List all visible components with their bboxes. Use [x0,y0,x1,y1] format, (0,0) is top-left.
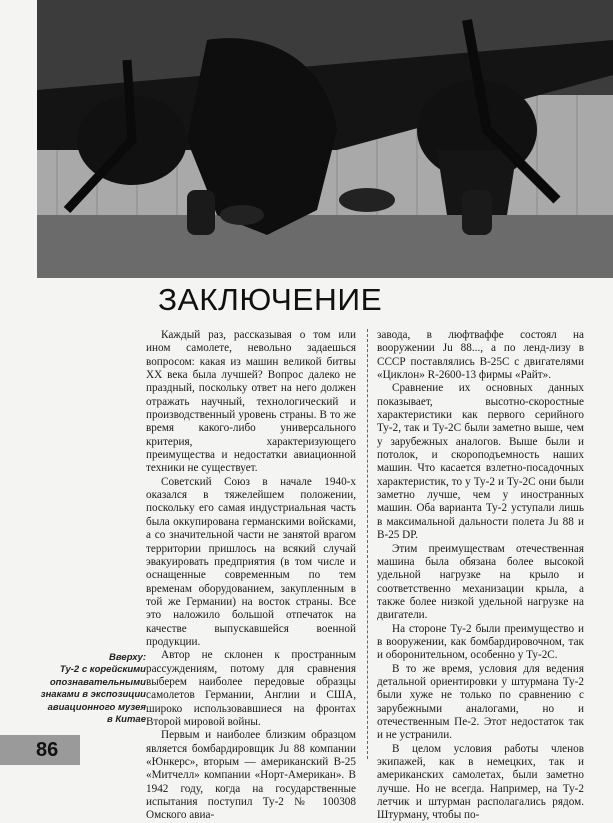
caption-line: в Китае [106,714,146,726]
paragraph: Каждый раз, рассказывая о том или ином самолете, невольно задаешься вопросом: какая из машин великой битвы XX века была лучшей? Вопрос далеко не праздный, поскольку ответ на него должен отражать научный, технологический и производственный уровень страны. В то же время какого-либо универсального критерия, характеризующего преимущества и недостатки авиационной техники не существует. [146,329,356,475]
paragraph: Советский Союз в начале 1940-х оказался в тяжелейшем положении, поскольку его самая индустриальная часть была оккупирована германскими войсками, а со значительной части не занятой врагом территории пришлось на всякий случай эвакуировать предприятия (в том числе и оснащенные современным по тем временам оборудованием, закупленным в той же Германии) на восток страны. Все это наложило большой отпечаток на качестве выпускавшейся военной продукции. [146,475,356,648]
paragraph: В то же время, условия для ведения детальной ориентировки у штурмана Ту-2 были хуже не только по сравнению с зарубежными аналогами, но и отечественным Пе-2. Этот недостаток так и не устранили. [377,662,584,742]
aircraft-photo [37,0,613,278]
caption-line: Ту-2 с корейскими [59,664,146,676]
caption-line: Вверху: [109,652,146,663]
paragraph: Автор не склонен к пространным рассуждениям, потому для сравнения выберем наиболее передовые образцы самолетов Германии, Англии и США, широко использовавшиеся на фронтах Второй мировой войны. [146,649,356,728]
caption-line: опознавательными [49,676,146,688]
page-number: 86 [36,739,59,761]
text-column-right [377,329,584,823]
caption-line: знаками в экспозиции [40,689,146,701]
paragraph: Этим преимуществам отечественная машина была обязана более высокой удельной нагрузке на крыло и соответственно механизации крыла, а также более низкой удельной нагрузке на двигатели. [377,542,584,622]
column-divider [367,329,369,759]
page-number-tab [0,735,80,765]
photo-caption [28,652,146,726]
paragraph: В целом условия работы членов экипажей, как в немецких, так и американских самолетах, были заметно лучше. Но не всегда. Например, на Ту-2 летчик и штурман располагались рядом. Штурману, чтобы по- [377,742,584,822]
paragraph: Первым и наиболее близким образцом является бомбардировщик Ju 88 компании «Юнкерс», вторым — американский В-25 «Митчелл» компании «Норт-Американ». В 1942 году, когда на государственные испытания поступил Ту-2 № 100308 Омского авиа- [146,729,356,822]
aircraft-silhouette-icon [37,0,613,278]
text-column-left [146,329,356,823]
paragraph: Сравнение их основных данных показывает, высотно-скоростные характеристики как первого серийного Ту-2, так и Ту-2С были заметно выше, чем у зарубежных аналогов. Выше были и потолок, и скороподъемность наших машин. Что касается взлетно-посадочных характеристик, то у Ту-2 и Ту-2С они были заметно лучше, чем у иностранных машин. Оба варианта Ту-2 уступали лишь в максимальной дальности полета Ju 88 и В-25 DP. [377,382,584,542]
caption-line: авиационного музея [47,701,146,713]
page-title: ЗАКЛЮЧЕНИЕ [158,282,383,317]
paragraph: завода, в люфтваффе состоял на вооружении Ju 88..., а по ленд-лизу в СССР поставлялись В-25С с двигателями «Циклон» R-2600-13 фирмы «Райт». [377,329,584,382]
paragraph: На стороне Ту-2 были преимущество и в вооружении, как бомбардировочном, так и оборонительном, особенно у Ту-2С. [377,622,584,662]
